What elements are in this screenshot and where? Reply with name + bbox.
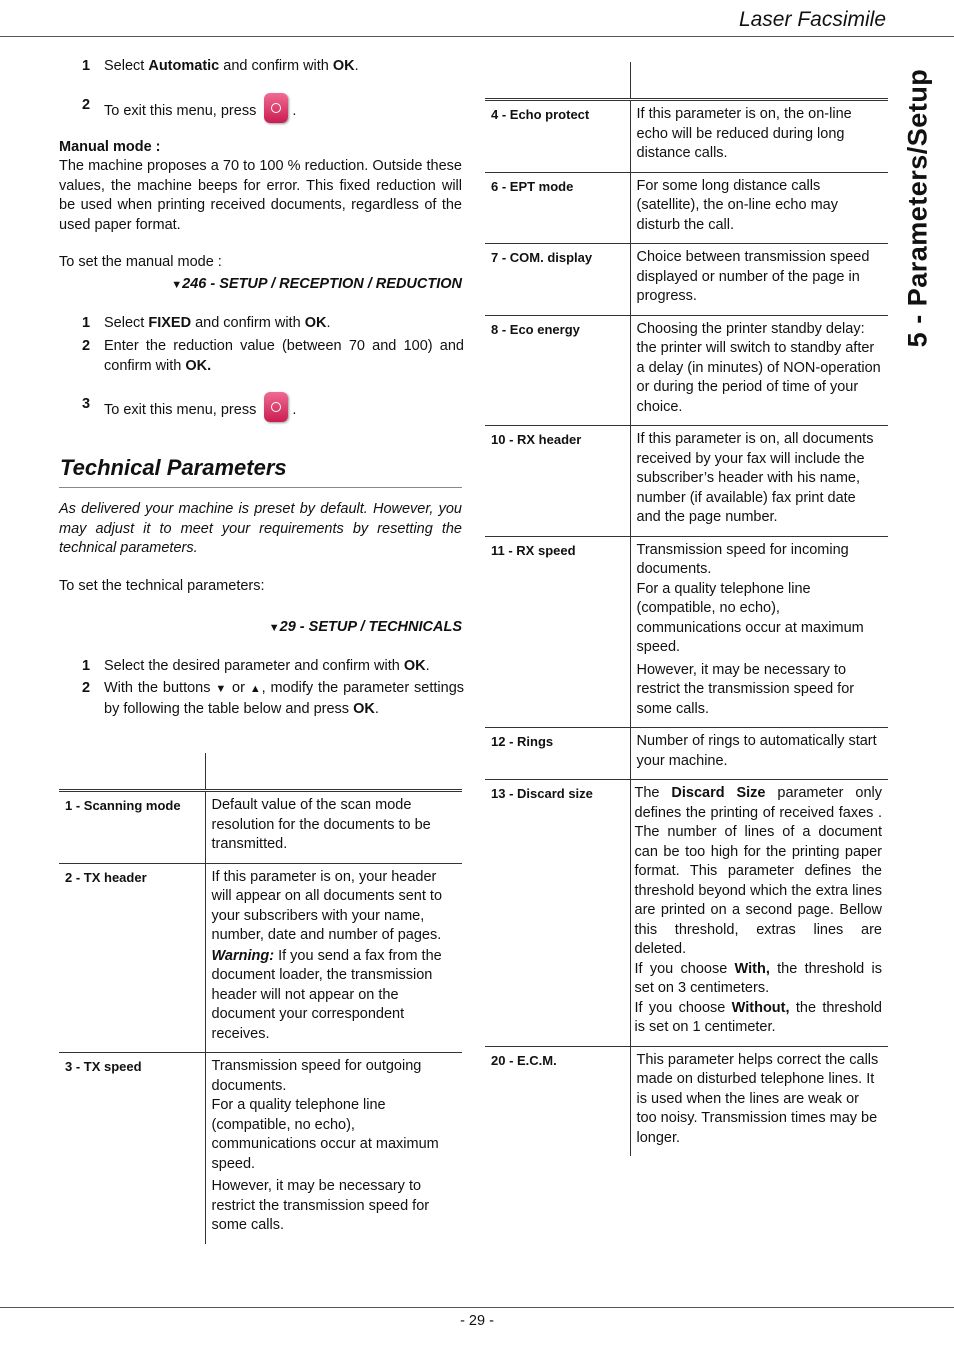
footer-rule	[0, 1307, 954, 1308]
parameter-description: If this parameter is on, all documents received by your fax will include the subscriber’s header with his name, number (if available) fax print date and the page number.	[630, 426, 888, 537]
left-parameter-table	[59, 753, 462, 1244]
menu-path-technicals	[269, 619, 462, 635]
manual-mode-text: The machine proposes a 70 to 100 % reduction. Outside these values, the machine beeps for error. This fixed reduction will be used when printing received documents, regardless of the used paper format.	[59, 158, 462, 233]
ok-label: OK.	[185, 357, 212, 374]
up-arrow-icon: ▲	[249, 683, 262, 695]
parameter-description: If this parameter is on, the on-line echo will be reduced during long distance calls.	[630, 100, 888, 173]
table-row	[485, 244, 888, 316]
parameter-name: 12 - Rings	[485, 728, 630, 780]
parameter-description	[630, 536, 888, 728]
manual-step-2	[82, 337, 464, 376]
description-text: If you choose	[634, 999, 732, 1016]
step-number: 1	[82, 58, 91, 74]
table-row	[485, 536, 888, 728]
description-text: Transmission speed for outgoing documents. For a quality telephone line (compatible, no echo), communications occur at maximum speed.	[211, 1058, 439, 1172]
parameter-name: 11 - RX speed	[485, 536, 630, 728]
description-text: The	[634, 785, 672, 801]
table-row	[485, 100, 888, 173]
manual-mode-title: Manual mode :	[59, 139, 161, 155]
ok-label: OK	[353, 700, 375, 717]
step-text: .	[354, 58, 359, 74]
menu-path-reduction	[171, 276, 462, 292]
technical-intro: As delivered your machine is preset by default. However, you may adjust it to meet your requirements by resetting the technical parameters.	[59, 501, 462, 556]
table-row	[59, 863, 462, 1053]
parameter-name: 7 - COM. display	[485, 244, 630, 316]
step-text: or	[232, 680, 245, 696]
parameter-description: For some long distance calls (satellite), the on-line echo may disturb the call.	[630, 172, 888, 244]
description-bold: Discard Size	[671, 785, 766, 801]
manual-step-3	[82, 395, 464, 425]
description-bold: Without,	[731, 999, 790, 1016]
step-bold: FIXED	[148, 315, 192, 331]
parameter-description: Default value of the scan mode resolution for the documents to be transmitted.	[205, 791, 462, 864]
step-text: and confirm with	[191, 315, 305, 331]
parameter-name: 6 - EPT mode	[485, 172, 630, 244]
ok-label: OK	[332, 58, 355, 74]
table-row	[485, 315, 888, 426]
reduction-step-1	[82, 57, 464, 77]
ok-label: OK	[403, 658, 426, 674]
table-row	[485, 780, 888, 1047]
parameter-name: 13 - Discard size	[485, 780, 630, 1047]
parameter-description: This parameter helps correct the calls made on disturbed telephone lines. It is used when the lines are weak or too noisy. Transmission times may be longer.	[630, 1046, 888, 1156]
right-parameter-table	[485, 62, 888, 1156]
step-number: 1	[82, 658, 91, 674]
description-text: If this parameter is on, your header will appear on all documents sent to your subscribers with your name, number, date and number of pages.	[211, 868, 443, 943]
step-text: .	[374, 700, 379, 717]
parameter-description: Number of rings to automatically start your machine.	[630, 728, 888, 780]
parameter-description	[630, 780, 888, 1047]
parameter-name: 8 - Eco energy	[485, 315, 630, 426]
step-text: Select	[104, 315, 149, 331]
description-text: However, it may be necessary to restrict the transmission speed for some calls.	[211, 1178, 430, 1233]
header-title: Laser Facsimile	[738, 8, 886, 31]
step-text: .	[425, 658, 430, 674]
manual-mode-intro: To set the manual mode :	[59, 254, 222, 270]
description-text: Transmission speed for incoming documents. For a quality telephone line (compatible, no echo), communications occur at maximum speed.	[636, 541, 864, 655]
step-text: Select	[104, 58, 149, 74]
table-row	[485, 426, 888, 537]
technical-step-1	[82, 657, 464, 677]
down-arrow-icon: ▼	[215, 683, 228, 695]
step-number: 2	[82, 680, 91, 696]
section-rule	[59, 487, 462, 488]
step-text: .	[292, 401, 297, 418]
warning-text: If you send a fax from the document loader, the transmission header will not appear on the document your correspondent receives.	[211, 947, 442, 1042]
table-row	[59, 1053, 462, 1244]
parameter-name: 3 - TX speed	[59, 1053, 205, 1244]
step-text: Enter the reduction value (between 70 and 100) and confirm with	[104, 338, 464, 374]
down-arrow-icon: ▼	[268, 622, 280, 634]
technical-step-2	[82, 679, 464, 719]
table-row	[59, 791, 462, 864]
reduction-step-2	[82, 96, 464, 126]
description-text: parameter only defines the printing of received faxes . The number of lines of a document can be too high for the printing paper format. This parameter defines the threshold beyond which the extra lines are printed on a second page. Bellow this threshold, extras lines are deleted.	[634, 785, 882, 957]
parameter-name: 10 - RX header	[485, 426, 630, 537]
ok-label: OK	[304, 315, 327, 331]
step-number: 2	[82, 338, 91, 354]
technical-to-set: To set the technical parameters:	[59, 578, 265, 594]
step-text: To exit this menu, press	[104, 102, 257, 119]
step-text: .	[326, 315, 331, 331]
stop-button-icon	[264, 93, 288, 123]
stop-button-icon	[264, 392, 288, 422]
side-tab	[902, 58, 934, 358]
parameter-description	[205, 1053, 462, 1244]
manual-step-1	[82, 314, 464, 334]
down-arrow-icon: ▼	[171, 279, 183, 291]
menu-path-text: 246 - SETUP / RECEPTION / REDUCTION	[182, 276, 462, 292]
description-text: the threshold is set on 1 centimeter.	[634, 999, 882, 1035]
step-number: 1	[82, 315, 91, 331]
parameter-name: 1 - Scanning mode	[59, 791, 205, 864]
step-text: and confirm with	[219, 58, 333, 74]
parameter-description	[205, 863, 462, 1053]
table-row	[485, 1046, 888, 1156]
section-title: Technical Parameters	[60, 455, 287, 480]
table-row	[485, 728, 888, 780]
description-text: If you choose	[634, 960, 735, 977]
menu-path-text: 29 - SETUP / TECHNICALS	[279, 619, 462, 635]
step-number: 3	[82, 396, 91, 412]
page-number: - 29 -	[460, 1313, 494, 1329]
table-row	[485, 172, 888, 244]
step-text: Select the desired parameter and confirm with	[104, 658, 404, 674]
step-text: With the buttons	[104, 680, 211, 696]
parameter-description: Choosing the printer standby delay: the printer will switch to standby after a delay (in minutes) of NON-operation or during the period of time of your choice.	[630, 315, 888, 426]
description-text: the threshold is set on 3 centimeters.	[634, 960, 882, 996]
parameter-name: 2 - TX header	[59, 863, 205, 1053]
step-text: .	[292, 102, 297, 119]
side-tab-label: 5 - Parameters/Setup	[902, 68, 933, 348]
step-text: To exit this menu, press	[104, 401, 257, 418]
step-number: 2	[82, 97, 91, 113]
parameter-name: 4 - Echo protect	[485, 100, 630, 173]
step-text: , modify the parameter settings by following the table below and press	[104, 680, 465, 717]
step-bold: Automatic	[148, 58, 220, 74]
warning-label: Warning:	[211, 947, 275, 964]
description-bold: With,	[734, 960, 770, 977]
parameter-description: Choice between transmission speed displayed or number of the page in progress.	[630, 244, 888, 316]
header-rule	[0, 36, 954, 37]
parameter-name: 20 - E.C.M.	[485, 1046, 630, 1156]
description-text: However, it may be necessary to restrict the transmission speed for some calls.	[636, 661, 855, 717]
